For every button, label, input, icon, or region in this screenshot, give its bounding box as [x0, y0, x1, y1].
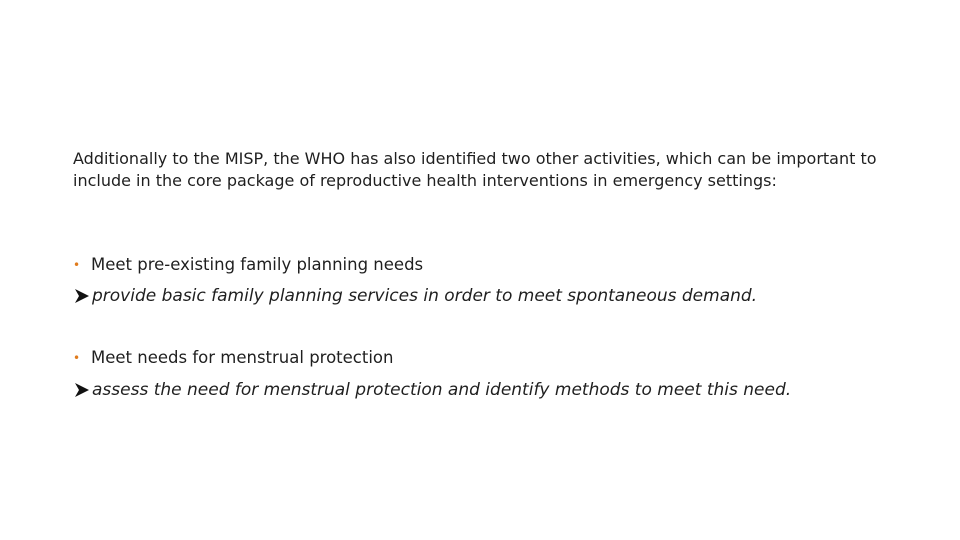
- sub-item-family-planning-services: [73, 284, 757, 308]
- arrow-right-icon: [73, 381, 91, 399]
- bullet-item-menstrual-protection: [73, 347, 393, 369]
- sub-item-menstrual-needs: [73, 378, 791, 402]
- bullet-item-family-planning: [73, 254, 423, 276]
- arrow-right-icon: [73, 287, 91, 305]
- sub-item-text: provide basic family planning services in order to meet spontaneous demand.: [92, 286, 758, 306]
- sub-item-text: assess the need for menstrual protection and identify methods to meet this need.: [92, 380, 792, 400]
- intro-paragraph: Additionally to the MISP, the WHO has also identified two other activities, which can be important to include in the core package of reproductive health interventions in emergency settings:: [73, 149, 877, 190]
- bullet-dot-icon: •: [73, 351, 81, 365]
- bullet-label: Meet pre-existing family planning needs: [91, 255, 424, 274]
- bullet-dot-icon: •: [73, 258, 81, 272]
- bullet-label: Meet needs for menstrual protection: [91, 348, 394, 367]
